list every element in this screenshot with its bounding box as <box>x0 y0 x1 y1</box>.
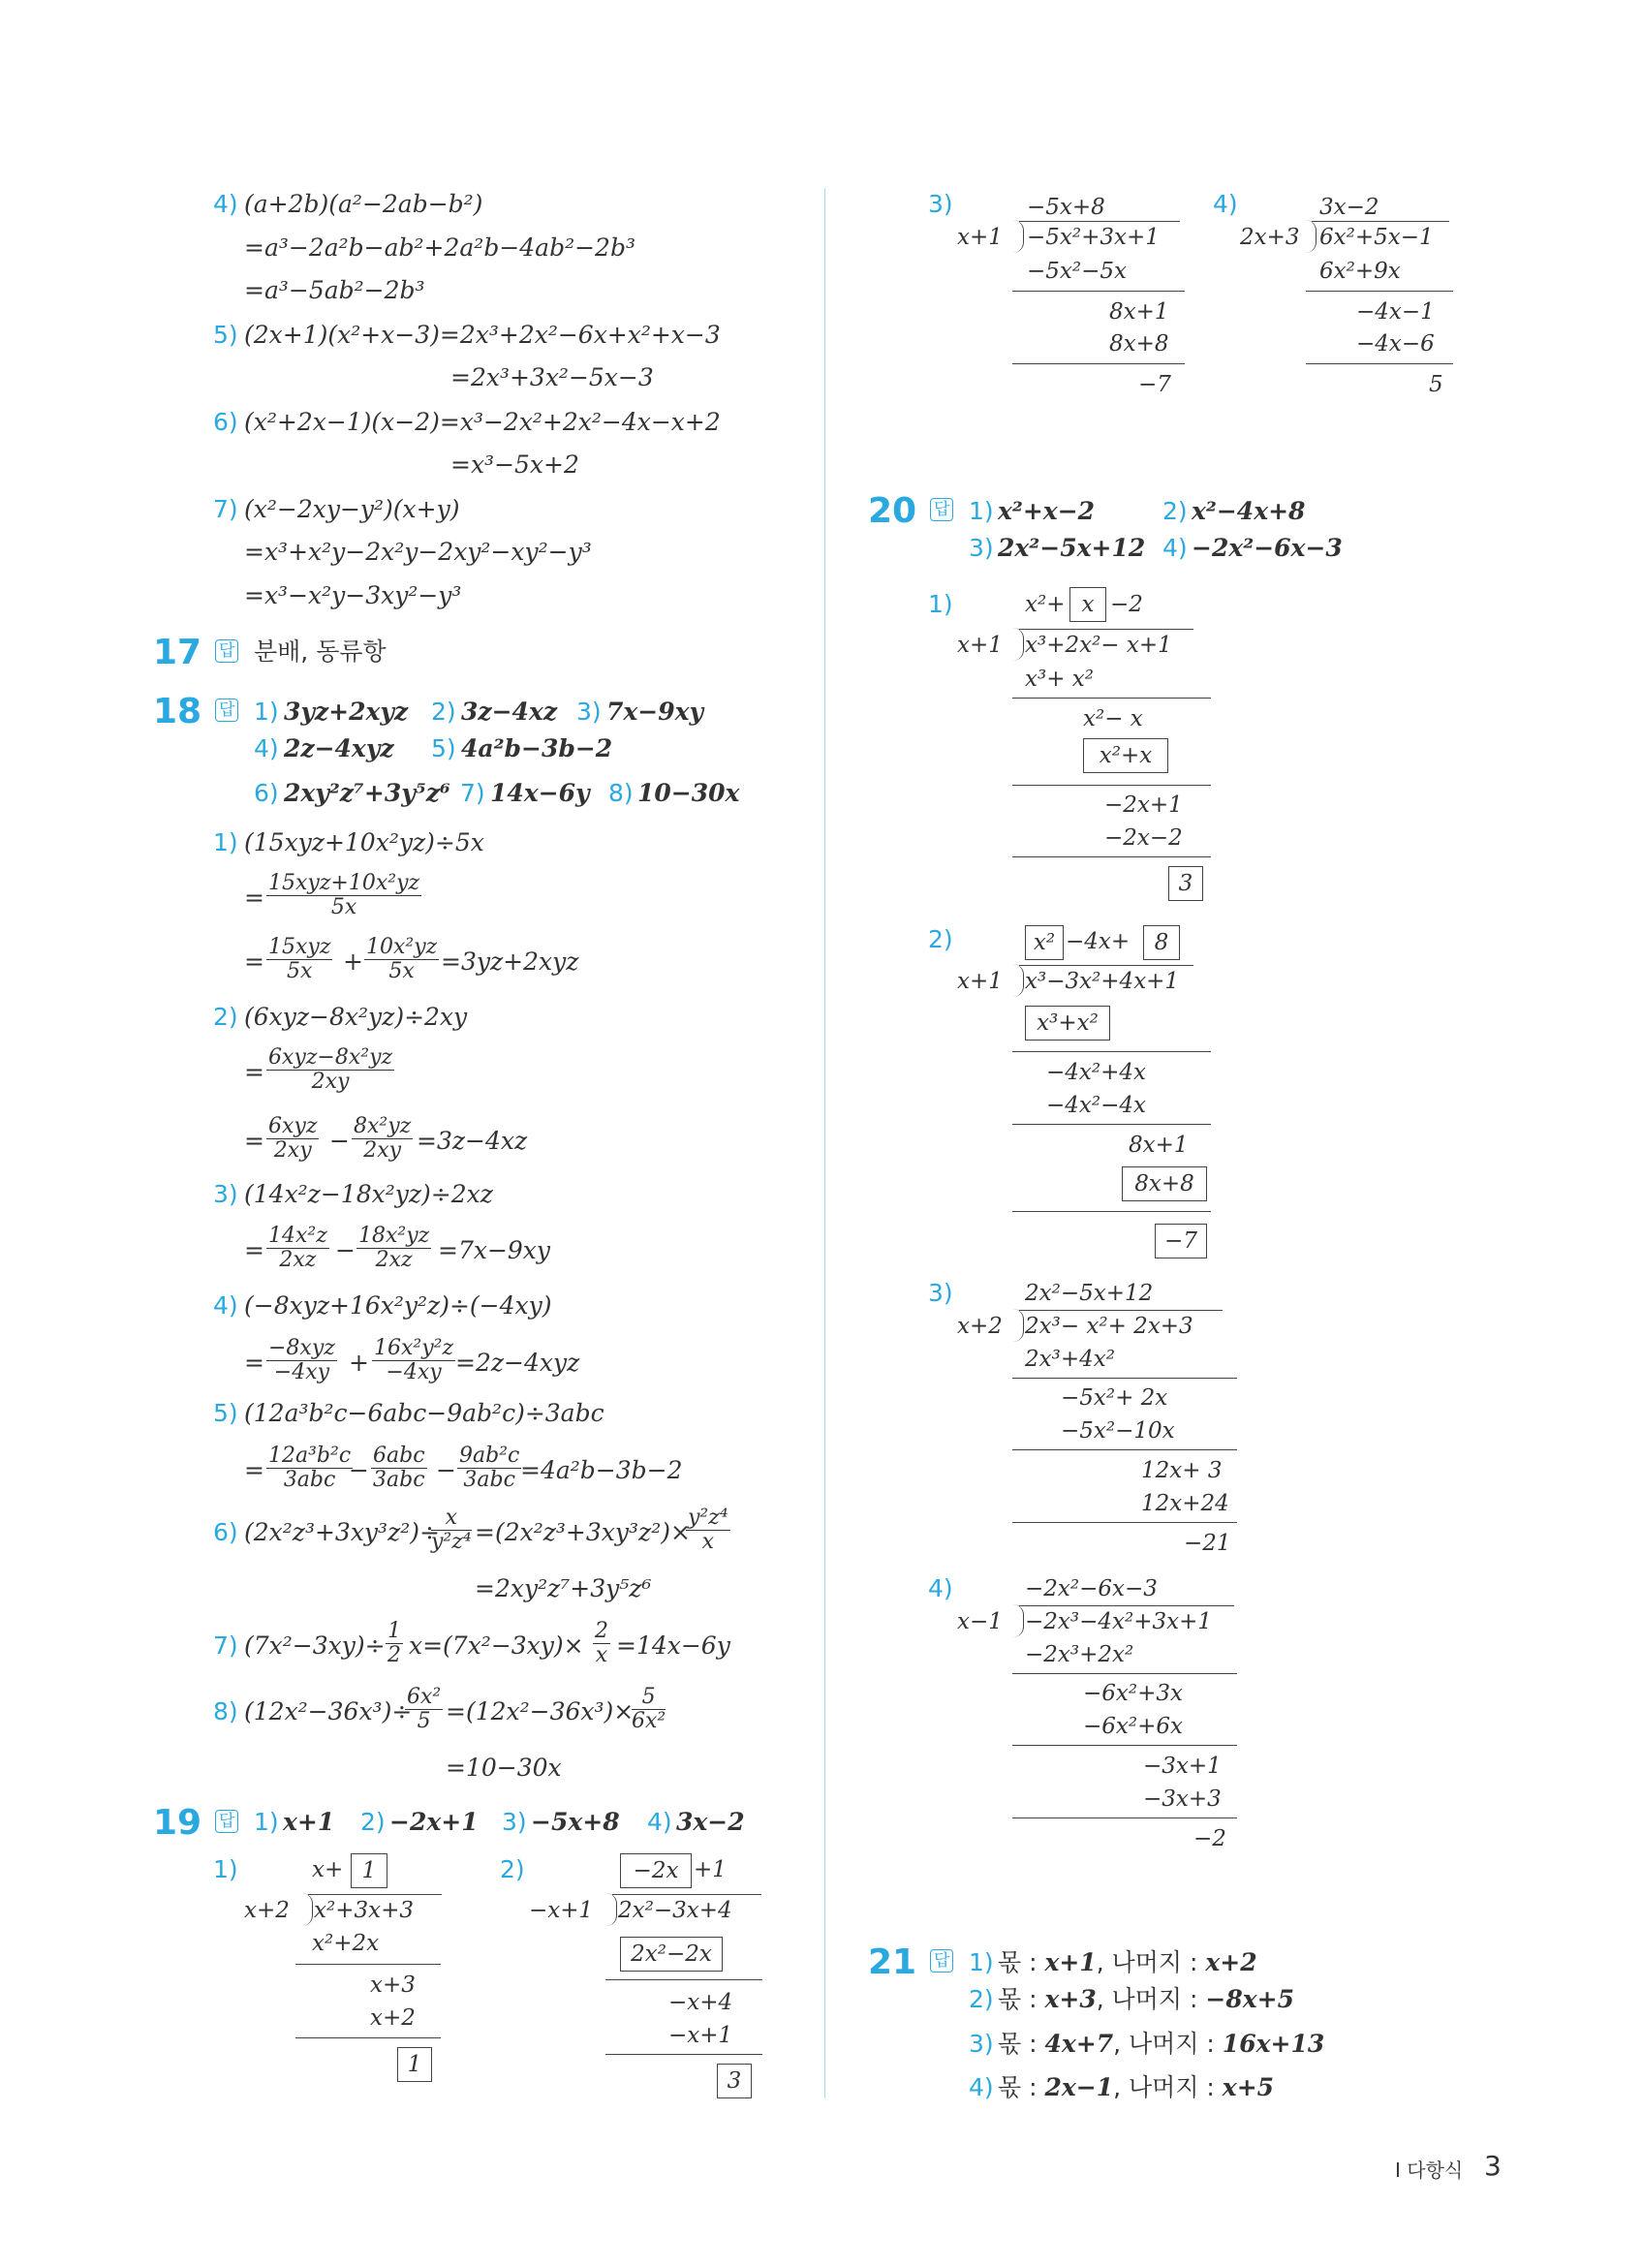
remainder-box: 3 <box>1168 866 1203 901</box>
answer-text: 3yz+2xyz <box>284 698 409 726</box>
step-label: 3) <box>928 190 953 218</box>
answer-text: −2x²−6x−3 <box>1192 534 1343 562</box>
math-line: =x³+x²y−2x²y−2xy²−xy²−y³ <box>244 538 592 566</box>
divisor: −x+1 <box>529 1898 594 1923</box>
division-rule <box>1012 291 1185 292</box>
answer-label: 1) <box>254 698 279 726</box>
division-row: −6x²+3x <box>1083 1681 1183 1706</box>
minus: − <box>329 1127 350 1155</box>
division-row: −5x²−5x <box>1027 259 1127 284</box>
step-label: 8) <box>213 1697 238 1725</box>
dividend: x²+3x+3 <box>314 1898 414 1923</box>
division-row-box: 2x²−2x <box>620 1937 723 1972</box>
math-line: (14x²z−18x²yz)÷2xz <box>244 1180 493 1208</box>
fraction: y²z⁴ x <box>688 1506 728 1554</box>
section-label: Ⅰ 다항식 <box>1395 2159 1464 2182</box>
math-line: (15xyz+10x²yz)÷5x <box>244 828 484 856</box>
step-label: 2) <box>500 1855 525 1883</box>
answer-label: 7) <box>460 779 485 807</box>
fraction: 6abc 3abc <box>373 1444 425 1492</box>
answer-label: 6) <box>254 779 279 807</box>
division-rule <box>1306 291 1453 292</box>
answer-label: 2) <box>360 1808 386 1836</box>
division-rule <box>1012 1378 1237 1379</box>
fraction: 9ab²c 3abc <box>459 1444 520 1492</box>
quotient-box: 1 <box>351 1853 387 1888</box>
fraction: 6xyz−8x²yz 2xy <box>268 1045 393 1094</box>
problem-number: 20 <box>868 491 917 531</box>
answer-label: 3) <box>576 698 602 726</box>
math-line: (2x²z³+3xy³z²)÷ <box>244 1518 440 1546</box>
step-label: 6) <box>213 408 238 436</box>
remainder: −7 <box>1138 372 1171 397</box>
equals: = <box>244 1349 264 1377</box>
math-line: =7x−9xy <box>438 1236 551 1264</box>
remainder: 5 <box>1429 372 1443 397</box>
step-label: 6) <box>213 1518 238 1546</box>
problem-number: 19 <box>153 1803 202 1843</box>
quotient: −2 <box>1110 592 1143 617</box>
division-rule <box>1012 1211 1211 1212</box>
step-label: 3) <box>213 1180 238 1208</box>
equals: = <box>244 1456 264 1484</box>
answer-text: −2x+1 <box>389 1808 479 1836</box>
fraction: 18x²yz 2xz <box>358 1224 430 1272</box>
division-row: −2x+1 <box>1104 792 1183 818</box>
answer-badge: 답 <box>215 639 238 663</box>
fraction: 14x²z 2xz <box>268 1224 327 1272</box>
answer-label: 5) <box>431 734 456 762</box>
answer-label: 4) <box>969 2073 994 2101</box>
division-rule <box>1012 785 1211 786</box>
equals: = <box>244 884 264 912</box>
step-label: 4) <box>928 1574 953 1602</box>
answer-label: 3) <box>969 534 994 562</box>
remainder: −21 <box>1184 1531 1231 1556</box>
division-row: −6x²+6x <box>1083 1714 1183 1739</box>
step-label: 7) <box>213 495 238 523</box>
answer-label: 3) <box>969 2030 994 2058</box>
answer-label: 2) <box>969 1985 994 2013</box>
answer-text: −5x+8 <box>531 1808 620 1836</box>
problem-number: 21 <box>868 1942 917 1982</box>
division-rule <box>1012 1051 1211 1052</box>
answer-row: 몫 : 4x+7, 나머지 : 16x+13 <box>998 2030 1325 2058</box>
answer-label: 4) <box>1162 534 1188 562</box>
answer-badge: 답 <box>930 498 953 521</box>
quotient: −2x²−6x−3 <box>1025 1576 1158 1601</box>
answer-text: 14x−6y <box>490 779 590 807</box>
answer-label: 4) <box>254 734 279 762</box>
math-line: =4a²b−3b−2 <box>520 1456 683 1484</box>
division-row: −x+4 <box>668 1990 733 2015</box>
division-row: x²− x <box>1083 706 1143 731</box>
divisor: x−1 <box>957 1609 1003 1634</box>
answer-text: x²−4x+8 <box>1192 497 1306 525</box>
division-rule <box>1012 1522 1237 1523</box>
answer-badge: 답 <box>215 699 238 722</box>
answer-label: 2) <box>1162 497 1188 525</box>
plus: + <box>343 948 363 976</box>
answer-text: 2xy²z⁷+3y⁵z⁶ <box>284 779 450 807</box>
division-rule <box>295 2037 441 2038</box>
division-row: −x+1 <box>668 2023 733 2048</box>
step-label: 5) <box>213 1399 238 1427</box>
math-line: =3z−4xz <box>417 1127 528 1155</box>
answer-row: 몫 : x+1, 나머지 : x+2 <box>998 1948 1257 1976</box>
answer-text: 2z−4xyz <box>284 734 394 762</box>
division-row: −4x−6 <box>1356 331 1435 357</box>
step-label: 1) <box>928 590 953 618</box>
answer-label: 3) <box>502 1808 527 1836</box>
division-row: −5x²−10x <box>1061 1418 1175 1444</box>
remainder-box: 3 <box>717 2064 752 2098</box>
dividend: x³−3x²+4x+1 <box>1025 969 1180 994</box>
fraction: 2 x <box>595 1619 608 1667</box>
math-line: (−8xyz+16x²y²z)÷(−4xy) <box>244 1291 552 1320</box>
division-rule <box>605 1979 762 1980</box>
problem-number: 17 <box>153 633 202 672</box>
divisor: x+2 <box>957 1314 1003 1339</box>
step-label: 5) <box>213 321 238 349</box>
fraction: 8x²yz 2xy <box>354 1114 412 1163</box>
minus: − <box>349 1456 369 1484</box>
step-label: 4) <box>213 190 238 218</box>
division-row-box: x³+x² <box>1025 1006 1110 1041</box>
math-line: (x²+2x−1)(x−2)=x³−2x²+2x²−4x−x+2 <box>244 408 721 436</box>
fraction: 1 2 <box>387 1619 401 1667</box>
math-line: =x³−x²y−3xy²−y³ <box>244 581 462 609</box>
equals: = <box>244 1127 264 1155</box>
step-label: 4) <box>1213 190 1238 218</box>
division-rule <box>1306 363 1453 364</box>
answer-text: x²+x−2 <box>998 497 1096 525</box>
fraction: 15xyz+10x²yz 5x <box>268 871 420 919</box>
division-row: −4x−1 <box>1356 299 1435 325</box>
answer-text: 10−30x <box>637 779 740 807</box>
division-row: −2x³+2x² <box>1025 1642 1134 1667</box>
equals: = <box>244 1058 264 1086</box>
divisor: x+2 <box>244 1898 290 1923</box>
division-row: 8x+1 <box>1109 299 1169 325</box>
division-row: x+3 <box>370 1973 416 1998</box>
quotient-box: 8 <box>1143 925 1180 960</box>
answer-row: 몫 : 2x−1, 나머지 : x+5 <box>998 2073 1275 2101</box>
step-label: 4) <box>213 1291 238 1320</box>
answer-text: 3x−2 <box>676 1808 745 1836</box>
divisor: 2x+3 <box>1240 225 1300 250</box>
dividend: −2x³−4x²+3x+1 <box>1025 1609 1212 1634</box>
dividend: x³+2x²− x+1 <box>1025 633 1172 658</box>
division-row: −5x²+ 2x <box>1061 1385 1168 1411</box>
answer-label: 1) <box>969 1948 994 1976</box>
math-line: (12x²−36x³)÷ <box>244 1697 413 1725</box>
answer-text: 2x²−5x+12 <box>998 534 1146 562</box>
equals: = <box>244 948 264 976</box>
divisor: x+1 <box>957 969 1003 994</box>
division-row: 8x+8 <box>1109 331 1169 357</box>
answer-text: 7x−9xy <box>606 698 704 726</box>
division-row: x+2 <box>370 2005 416 2031</box>
math-line: =2xy²z⁷+3y⁵z⁶ <box>475 1574 652 1602</box>
equals: = <box>244 1236 264 1264</box>
step-label: 2) <box>928 925 953 953</box>
math-line: =14x−6y <box>616 1631 730 1660</box>
remainder-box: 1 <box>397 2047 432 2082</box>
quotient: −5x+8 <box>1027 195 1105 220</box>
step-label: 2) <box>213 1003 238 1031</box>
division-rule <box>1012 1449 1237 1450</box>
math-line: =2z−4xyz <box>455 1349 580 1377</box>
division-rule <box>605 2054 762 2055</box>
dividend: 2x³− x²+ 2x+3 <box>1025 1314 1193 1339</box>
math-line: =2x³+3x²−5x−3 <box>450 363 654 391</box>
step-label: 1) <box>213 1855 238 1883</box>
quotient-box: x <box>1069 587 1106 622</box>
quotient: x+ <box>312 1857 344 1882</box>
fraction: 5 6x² <box>632 1685 666 1733</box>
fraction: 6x² 5 <box>407 1685 442 1733</box>
division-row-box: 8x+8 <box>1122 1166 1207 1201</box>
quotient: 3x−2 <box>1319 195 1379 220</box>
division-row: −3x+1 <box>1143 1754 1222 1779</box>
quotient: +1 <box>694 1857 727 1882</box>
math-line: (7x²−3xy)÷ <box>244 1631 386 1660</box>
dividend: 2x²−3x+4 <box>618 1898 732 1923</box>
division-rule <box>1012 1673 1237 1674</box>
page-number: 3 <box>1484 2150 1502 2182</box>
math-line: (6xyz−8x²yz)÷2xy <box>244 1003 468 1031</box>
answer-label: 2) <box>431 698 456 726</box>
division-rule <box>1012 1124 1211 1125</box>
math-line: =3yz+2xyz <box>441 948 579 976</box>
math-line: =x³−5x+2 <box>450 450 579 479</box>
division-row: −4x²+4x <box>1046 1060 1146 1085</box>
answer-label: 1) <box>254 1808 279 1836</box>
minus: − <box>436 1456 456 1484</box>
fraction: 10x²yz 5x <box>366 935 438 983</box>
division-rule <box>1012 856 1211 857</box>
answer-badge: 답 <box>930 1949 953 1973</box>
answer-badge: 답 <box>215 1810 238 1833</box>
minus: − <box>335 1236 356 1264</box>
math-line: =a³−2a²b−ab²+2a²b−4ab²−2b³ <box>244 233 635 262</box>
column-divider <box>824 189 825 2097</box>
quotient-box: x² <box>1025 925 1064 960</box>
math-line: (a+2b)(a²−2ab−b²) <box>244 190 483 218</box>
step-label: 3) <box>928 1279 953 1307</box>
quotient: −4x+ <box>1066 929 1131 954</box>
division-row: x²+2x <box>312 1931 380 1956</box>
divisor: x+1 <box>957 633 1003 658</box>
math-line: =10−30x <box>446 1754 562 1782</box>
division-row: 12x+24 <box>1141 1491 1229 1516</box>
division-rule <box>1012 1745 1237 1746</box>
math-line: =a³−5ab²−2b³ <box>244 276 425 304</box>
answer-row: 몫 : x+3, 나머지 : −8x+5 <box>998 1985 1294 2013</box>
answer-text: 4a²b−3b−2 <box>461 734 613 762</box>
quotient: x²+ <box>1025 592 1066 617</box>
fraction: 16x²y²z −4xy <box>374 1336 454 1384</box>
problem-number: 18 <box>153 692 202 731</box>
division-rule <box>1012 363 1185 364</box>
remainder-box: −7 <box>1155 1224 1207 1258</box>
division-row: 12x+ 3 <box>1141 1458 1223 1483</box>
answer-label: 8) <box>608 779 634 807</box>
math-line: =(12x²−36x³)× <box>446 1697 635 1725</box>
divisor: x+1 <box>957 225 1003 250</box>
division-row: 8x+1 <box>1129 1133 1189 1158</box>
plus: + <box>349 1349 369 1377</box>
division-row: x³+ x² <box>1025 667 1094 692</box>
fraction: x y²z⁴ <box>431 1506 472 1554</box>
division-rule <box>295 1964 441 1965</box>
fraction: −8xyz −4xy <box>268 1336 335 1384</box>
answer-label: 1) <box>969 497 994 525</box>
remainder: −2 <box>1193 1826 1226 1851</box>
division-row: −4x²−4x <box>1046 1093 1146 1118</box>
answer-label: 4) <box>647 1808 672 1836</box>
division-row: −3x+3 <box>1143 1786 1222 1812</box>
step-label: 1) <box>213 828 238 856</box>
quotient-box: −2x <box>620 1853 692 1888</box>
math-line: (12a³b²c−6abc−9ab²c)÷3abc <box>244 1399 604 1427</box>
division-row: 6x²+9x <box>1319 259 1401 284</box>
dividend: −5x²+3x+1 <box>1027 225 1160 250</box>
division-row: 2x³+4x² <box>1025 1347 1115 1372</box>
answer-text: x+1 <box>283 1808 335 1836</box>
math-line: (2x+1)(x²+x−3)=2x³+2x²−6x+x²+x−3 <box>244 321 721 349</box>
math-line: x=(7x²−3xy)× <box>409 1631 584 1660</box>
dividend: 6x²+5x−1 <box>1319 225 1434 250</box>
fraction: 15xyz 5x <box>268 935 331 983</box>
fraction: 6xyz 2xy <box>268 1114 318 1163</box>
answer-text: 3z−4xz <box>461 698 558 726</box>
division-rule <box>1012 698 1211 699</box>
answer-text: 분배, 동류항 <box>254 637 387 666</box>
math-line: (x²−2xy−y²)(x+y) <box>244 495 460 523</box>
math-line: =(2x²z³+3xy³z²)× <box>475 1518 691 1546</box>
division-row-box: x²+x <box>1083 738 1168 773</box>
step-label: 7) <box>213 1631 238 1660</box>
fraction: 12a³b²c 3abc <box>268 1444 352 1492</box>
quotient: 2x²−5x+12 <box>1025 1281 1154 1306</box>
division-row: −2x−2 <box>1104 825 1183 851</box>
